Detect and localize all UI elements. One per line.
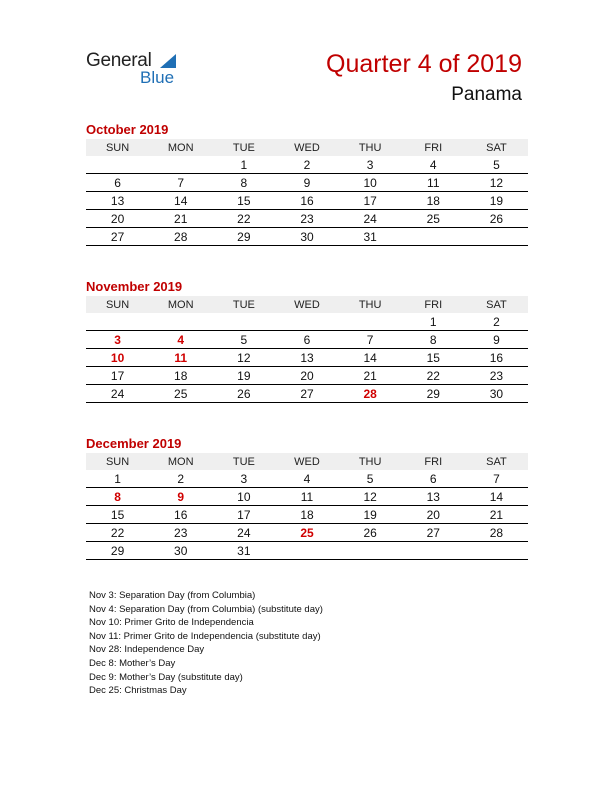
holiday-note: Dec 8: Mother’s Day xyxy=(89,657,176,669)
weekday-header: SAT xyxy=(465,453,528,470)
day-cell: 5 xyxy=(465,156,528,174)
day-cell: 21 xyxy=(465,506,528,524)
holiday-note: Nov 28: Independence Day xyxy=(89,644,205,656)
week-row xyxy=(86,331,528,349)
day-cell: 12 xyxy=(465,174,528,192)
holiday-note: Dec 9: Mother’s Day (substitute day) xyxy=(89,671,243,683)
logo-general-text: General xyxy=(86,50,152,71)
day-cell: 8 xyxy=(402,331,465,349)
day-cell: 17 xyxy=(212,506,275,524)
week-row xyxy=(86,228,528,246)
weekday-header: SUN xyxy=(86,296,149,313)
day-cell: 17 xyxy=(339,192,402,210)
day-cell xyxy=(402,542,465,560)
month-title: November 2019 xyxy=(86,279,183,294)
day-cell: 7 xyxy=(339,331,402,349)
day-cell: 16 xyxy=(465,349,528,367)
weekday-header: FRI xyxy=(402,296,465,313)
day-cell: 19 xyxy=(339,506,402,524)
day-cell: 7 xyxy=(465,470,528,488)
day-cell: 15 xyxy=(402,349,465,367)
week-row xyxy=(86,313,528,331)
weekday-header: FRI xyxy=(402,139,465,156)
day-cell: 14 xyxy=(465,488,528,506)
holiday-day-cell: 4 xyxy=(149,331,212,349)
day-cell: 5 xyxy=(339,470,402,488)
holiday-notes xyxy=(89,589,323,698)
day-cell: 24 xyxy=(339,210,402,228)
month-title: October 2019 xyxy=(86,122,169,137)
day-cell: 26 xyxy=(212,385,275,403)
day-cell: 14 xyxy=(149,192,212,210)
holiday-note: Nov 10: Primer Grito de Independencia xyxy=(89,617,254,629)
country-name: Panama xyxy=(451,84,522,105)
weekday-header: SAT xyxy=(465,139,528,156)
weekday-header: MON xyxy=(149,139,212,156)
week-row xyxy=(86,367,528,385)
month-december xyxy=(86,435,528,560)
day-cell: 24 xyxy=(86,385,149,403)
weekday-header: THU xyxy=(339,296,402,313)
day-cell: 11 xyxy=(402,174,465,192)
day-cell: 22 xyxy=(402,367,465,385)
day-cell: 20 xyxy=(402,506,465,524)
holiday-day-cell: 9 xyxy=(149,488,212,506)
day-cell: 1 xyxy=(86,470,149,488)
holiday-day-cell: 10 xyxy=(86,349,149,367)
day-cell: 28 xyxy=(465,524,528,542)
week-row xyxy=(86,470,528,488)
day-cell xyxy=(86,156,149,174)
day-cell: 21 xyxy=(149,210,212,228)
day-cell: 27 xyxy=(86,228,149,246)
week-row xyxy=(86,174,528,192)
day-cell: 15 xyxy=(212,192,275,210)
day-cell: 6 xyxy=(86,174,149,192)
week-row xyxy=(86,349,528,367)
calendar-table xyxy=(86,139,528,246)
day-cell: 24 xyxy=(212,524,275,542)
weekday-header: FRI xyxy=(402,453,465,470)
week-row xyxy=(86,156,528,174)
day-cell: 9 xyxy=(465,331,528,349)
calendar-table xyxy=(86,296,528,403)
day-cell: 27 xyxy=(275,385,338,403)
day-cell: 31 xyxy=(339,228,402,246)
day-cell: 6 xyxy=(402,470,465,488)
day-cell: 3 xyxy=(212,470,275,488)
weekday-header: WED xyxy=(275,453,338,470)
day-cell: 30 xyxy=(275,228,338,246)
day-cell: 5 xyxy=(212,331,275,349)
day-cell xyxy=(86,313,149,331)
day-cell: 7 xyxy=(149,174,212,192)
day-cell: 10 xyxy=(212,488,275,506)
holiday-day-cell: 3 xyxy=(86,331,149,349)
week-row xyxy=(86,542,528,560)
day-cell: 28 xyxy=(149,228,212,246)
page-title: Quarter 4 of 2019 xyxy=(326,50,522,78)
day-cell: 29 xyxy=(402,385,465,403)
week-row xyxy=(86,524,528,542)
day-cell: 6 xyxy=(275,331,338,349)
day-cell xyxy=(149,156,212,174)
day-cell: 1 xyxy=(402,313,465,331)
day-cell: 13 xyxy=(275,349,338,367)
day-cell xyxy=(149,313,212,331)
day-cell: 23 xyxy=(149,524,212,542)
day-cell: 16 xyxy=(149,506,212,524)
day-cell xyxy=(465,542,528,560)
day-cell: 12 xyxy=(339,488,402,506)
week-row xyxy=(86,210,528,228)
weekday-header: SAT xyxy=(465,296,528,313)
week-row xyxy=(86,506,528,524)
day-cell: 14 xyxy=(339,349,402,367)
day-cell: 11 xyxy=(275,488,338,506)
weekday-header: SUN xyxy=(86,139,149,156)
day-cell: 9 xyxy=(275,174,338,192)
day-cell: 4 xyxy=(275,470,338,488)
weekday-header: WED xyxy=(275,296,338,313)
weekday-header: MON xyxy=(149,296,212,313)
day-cell: 29 xyxy=(86,542,149,560)
day-cell: 22 xyxy=(212,210,275,228)
day-cell: 2 xyxy=(275,156,338,174)
weekday-header: WED xyxy=(275,139,338,156)
weekday-header: MON xyxy=(149,453,212,470)
day-cell: 30 xyxy=(149,542,212,560)
day-cell xyxy=(339,542,402,560)
day-cell: 18 xyxy=(402,192,465,210)
logo-blue-text: Blue xyxy=(140,68,175,87)
holiday-day-cell: 8 xyxy=(86,488,149,506)
day-cell: 3 xyxy=(339,156,402,174)
day-cell: 23 xyxy=(275,210,338,228)
day-cell: 17 xyxy=(86,367,149,385)
day-cell: 4 xyxy=(402,156,465,174)
day-cell: 31 xyxy=(212,542,275,560)
day-cell: 27 xyxy=(402,524,465,542)
day-cell xyxy=(465,228,528,246)
calendar-table xyxy=(86,453,528,560)
day-cell: 1 xyxy=(212,156,275,174)
day-cell: 13 xyxy=(402,488,465,506)
day-cell: 15 xyxy=(86,506,149,524)
week-row xyxy=(86,192,528,210)
day-cell: 20 xyxy=(275,367,338,385)
day-cell: 20 xyxy=(86,210,149,228)
weekday-header: SUN xyxy=(86,453,149,470)
week-row xyxy=(86,385,528,403)
holiday-day-cell: 28 xyxy=(339,385,402,403)
holiday-note: Nov 11: Primer Grito de Independencia (substitute day) xyxy=(89,630,321,642)
day-cell: 23 xyxy=(465,367,528,385)
weekday-header-row xyxy=(86,139,528,156)
month-november xyxy=(86,278,528,403)
month-title: December 2019 xyxy=(86,436,182,451)
day-cell: 26 xyxy=(465,210,528,228)
day-cell: 16 xyxy=(275,192,338,210)
holiday-day-cell: 11 xyxy=(149,349,212,367)
day-cell: 8 xyxy=(212,174,275,192)
weekday-header: THU xyxy=(339,139,402,156)
day-cell: 13 xyxy=(86,192,149,210)
day-cell: 19 xyxy=(465,192,528,210)
weekday-header: THU xyxy=(339,453,402,470)
day-cell xyxy=(275,542,338,560)
day-cell: 29 xyxy=(212,228,275,246)
weekday-header: TUE xyxy=(212,296,275,313)
day-cell: 2 xyxy=(149,470,212,488)
day-cell: 12 xyxy=(212,349,275,367)
day-cell: 25 xyxy=(402,210,465,228)
day-cell: 25 xyxy=(149,385,212,403)
day-cell xyxy=(402,228,465,246)
logo-triangle-icon xyxy=(160,54,176,68)
day-cell xyxy=(339,313,402,331)
day-cell: 22 xyxy=(86,524,149,542)
day-cell: 26 xyxy=(339,524,402,542)
weekday-header: TUE xyxy=(212,453,275,470)
day-cell xyxy=(212,313,275,331)
day-cell: 18 xyxy=(149,367,212,385)
day-cell: 10 xyxy=(339,174,402,192)
month-october xyxy=(86,121,528,246)
holiday-note: Nov 4: Separation Day (from Columbia) (substitute day) xyxy=(89,603,323,615)
weekday-header: TUE xyxy=(212,139,275,156)
weekday-header-row xyxy=(86,296,528,313)
logo xyxy=(86,50,196,90)
day-cell: 21 xyxy=(339,367,402,385)
week-row xyxy=(86,488,528,506)
day-cell: 30 xyxy=(465,385,528,403)
day-cell: 2 xyxy=(465,313,528,331)
holiday-day-cell: 25 xyxy=(275,524,338,542)
holiday-note: Nov 3: Separation Day (from Columbia) xyxy=(89,590,256,601)
holiday-note: Dec 25: Christmas Day xyxy=(89,685,187,697)
day-cell xyxy=(275,313,338,331)
day-cell: 19 xyxy=(212,367,275,385)
weekday-header-row xyxy=(86,453,528,470)
day-cell: 18 xyxy=(275,506,338,524)
